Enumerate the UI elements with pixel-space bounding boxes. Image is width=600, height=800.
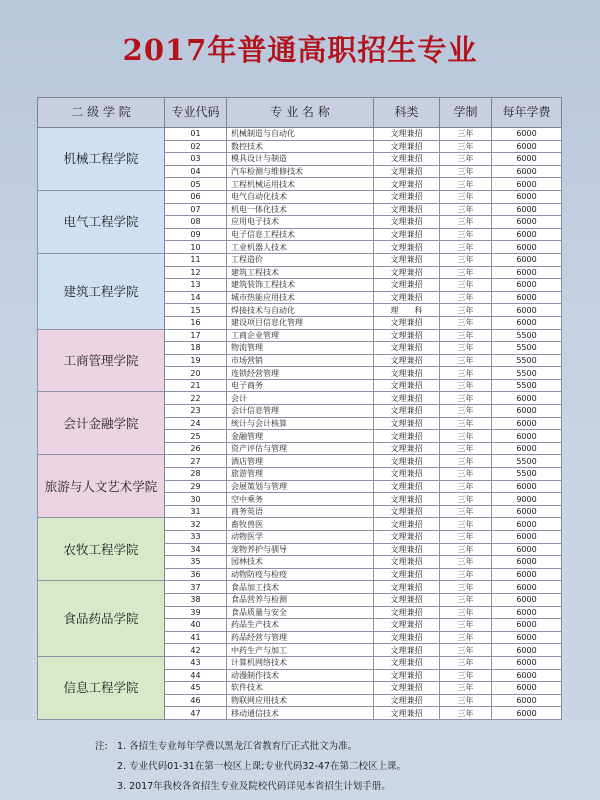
category-cell: 文理兼招 (374, 581, 440, 594)
program-name-cell: 数控技术 (227, 140, 374, 153)
category-cell: 理 科 (374, 304, 440, 317)
program-code-cell: 01 (165, 128, 227, 141)
program-code-cell: 14 (165, 291, 227, 304)
fee-cell: 6000 (492, 417, 562, 430)
fee-cell: 6000 (492, 694, 562, 707)
category-cell: 文理兼招 (374, 417, 440, 430)
duration-cell: 三年 (440, 619, 492, 632)
fee-cell: 6000 (492, 480, 562, 493)
category-cell: 文理兼招 (374, 556, 440, 569)
program-name-cell: 市场营销 (227, 354, 374, 367)
college-cell: 建筑工程学院 (38, 253, 165, 329)
program-code-cell: 39 (165, 606, 227, 619)
program-code-cell: 18 (165, 342, 227, 355)
program-name-cell: 会展策划与管理 (227, 480, 374, 493)
duration-cell: 三年 (440, 430, 492, 443)
program-name-cell: 动物防疫与检疫 (227, 568, 374, 581)
program-name-cell: 汽车检测与维修技术 (227, 165, 374, 178)
category-cell: 文理兼招 (374, 216, 440, 229)
program-code-cell: 38 (165, 593, 227, 606)
table-row (38, 518, 562, 531)
program-name-cell: 建筑工程技术 (227, 266, 374, 279)
fee-cell: 6000 (492, 531, 562, 544)
program-code-cell: 11 (165, 253, 227, 266)
program-code-cell: 41 (165, 631, 227, 644)
table-row (38, 455, 562, 468)
duration-cell: 三年 (440, 316, 492, 329)
program-code-cell: 25 (165, 430, 227, 443)
category-cell: 文理兼招 (374, 493, 440, 506)
duration-cell: 三年 (440, 128, 492, 141)
duration-cell: 三年 (440, 140, 492, 153)
category-cell: 文理兼招 (374, 329, 440, 342)
category-cell: 文理兼招 (374, 442, 440, 455)
program-name-cell: 机电一体化技术 (227, 203, 374, 216)
fee-cell: 5500 (492, 329, 562, 342)
duration-cell: 三年 (440, 228, 492, 241)
fee-cell: 6000 (492, 631, 562, 644)
program-name-cell: 药品经营与管理 (227, 631, 374, 644)
category-cell: 文理兼招 (374, 266, 440, 279)
duration-cell: 三年 (440, 518, 492, 531)
fee-cell: 6000 (492, 392, 562, 405)
college-cell: 机械工程学院 (38, 128, 165, 191)
duration-cell: 三年 (440, 656, 492, 669)
duration-cell: 三年 (440, 556, 492, 569)
category-cell: 文理兼招 (374, 140, 440, 153)
fee-cell: 5500 (492, 468, 562, 481)
program-code-cell: 37 (165, 581, 227, 594)
duration-cell: 三年 (440, 329, 492, 342)
program-name-cell: 金融管理 (227, 430, 374, 443)
category-cell: 文理兼招 (374, 682, 440, 695)
category-cell: 文理兼招 (374, 253, 440, 266)
duration-cell: 三年 (440, 606, 492, 619)
program-code-cell: 21 (165, 379, 227, 392)
fee-cell: 6000 (492, 216, 562, 229)
college-cell: 食品药品学院 (38, 581, 165, 657)
duration-cell: 三年 (440, 468, 492, 481)
fee-cell: 5500 (492, 379, 562, 392)
category-cell: 文理兼招 (374, 593, 440, 606)
table-row (38, 581, 562, 594)
table-row (38, 329, 562, 342)
table-row (38, 656, 562, 669)
fee-cell: 6000 (492, 669, 562, 682)
duration-cell: 三年 (440, 631, 492, 644)
program-code-cell: 27 (165, 455, 227, 468)
fee-cell: 6000 (492, 316, 562, 329)
header-name: 专 业 名 称 (227, 98, 374, 128)
table-row (38, 190, 562, 203)
program-code-cell: 23 (165, 405, 227, 418)
duration-cell: 三年 (440, 531, 492, 544)
program-code-cell: 02 (165, 140, 227, 153)
college-cell: 旅游与人文艺术学院 (38, 455, 165, 518)
duration-cell: 三年 (440, 153, 492, 166)
duration-cell: 三年 (440, 203, 492, 216)
program-code-cell: 16 (165, 316, 227, 329)
duration-cell: 三年 (440, 165, 492, 178)
program-name-cell: 酒店管理 (227, 455, 374, 468)
category-cell: 文理兼招 (374, 190, 440, 203)
fee-cell: 6000 (492, 505, 562, 518)
program-name-cell: 电子商务 (227, 379, 374, 392)
duration-cell: 三年 (440, 543, 492, 556)
program-name-cell: 软件技术 (227, 682, 374, 695)
header-college: 二 级 学 院 (38, 98, 165, 128)
program-code-cell: 15 (165, 304, 227, 317)
program-code-cell: 03 (165, 153, 227, 166)
fee-cell: 9000 (492, 493, 562, 506)
program-name-cell: 物流管理 (227, 342, 374, 355)
fee-cell: 6000 (492, 556, 562, 569)
duration-cell: 三年 (440, 480, 492, 493)
duration-cell: 三年 (440, 581, 492, 594)
program-code-cell: 29 (165, 480, 227, 493)
category-cell: 文理兼招 (374, 455, 440, 468)
category-cell: 文理兼招 (374, 694, 440, 707)
program-name-cell: 中药生产与加工 (227, 644, 374, 657)
program-name-cell: 城市热能应用技术 (227, 291, 374, 304)
table-row (38, 128, 562, 141)
program-name-cell: 连锁经营管理 (227, 367, 374, 380)
duration-cell: 三年 (440, 291, 492, 304)
college-cell: 会计金融学院 (38, 392, 165, 455)
table-header-row (38, 98, 562, 128)
program-name-cell: 焊接技术与自动化 (227, 304, 374, 317)
fee-cell: 6000 (492, 405, 562, 418)
duration-cell: 三年 (440, 455, 492, 468)
program-name-cell: 动物医学 (227, 531, 374, 544)
program-name-cell: 计算机网络技术 (227, 656, 374, 669)
program-code-cell: 24 (165, 417, 227, 430)
college-cell: 工商管理学院 (38, 329, 165, 392)
program-name-cell: 统计与会计核算 (227, 417, 374, 430)
fee-cell: 6000 (492, 682, 562, 695)
category-cell: 文理兼招 (374, 568, 440, 581)
duration-cell: 三年 (440, 279, 492, 292)
table-row (38, 253, 562, 266)
duration-cell: 三年 (440, 367, 492, 380)
note-item: 3. 2017年我校各省招生专业及院校代码详见本省招生计划手册。 (117, 781, 391, 792)
program-code-cell: 08 (165, 216, 227, 229)
fee-cell: 6000 (492, 581, 562, 594)
fee-cell: 5500 (492, 455, 562, 468)
fee-cell: 6000 (492, 128, 562, 141)
page-title: 2017年普通高职招生专业 (122, 33, 478, 67)
fee-cell: 6000 (492, 619, 562, 632)
fee-cell: 6000 (492, 606, 562, 619)
program-code-cell: 43 (165, 656, 227, 669)
program-name-cell: 资产评估与管理 (227, 442, 374, 455)
category-cell: 文理兼招 (374, 165, 440, 178)
program-name-cell: 模具设计与制造 (227, 153, 374, 166)
college-cell: 农牧工程学院 (38, 518, 165, 581)
category-cell: 文理兼招 (374, 392, 440, 405)
category-cell: 文理兼招 (374, 543, 440, 556)
table-body (38, 128, 562, 720)
duration-cell: 三年 (440, 669, 492, 682)
program-code-cell: 31 (165, 505, 227, 518)
program-name-cell: 商务英语 (227, 505, 374, 518)
category-cell: 文理兼招 (374, 669, 440, 682)
duration-cell: 三年 (440, 417, 492, 430)
duration-cell: 三年 (440, 493, 492, 506)
category-cell: 文理兼招 (374, 367, 440, 380)
program-code-cell: 47 (165, 707, 227, 720)
program-code-cell: 33 (165, 531, 227, 544)
duration-cell: 三年 (440, 644, 492, 657)
program-name-cell: 建筑装饰工程技术 (227, 279, 374, 292)
note-item: 2. 专业代码01-31在第一校区上课;专业代码32-47在第二校区上课。 (117, 761, 406, 772)
program-name-cell: 食品加工技术 (227, 581, 374, 594)
fee-cell: 5500 (492, 354, 562, 367)
header-fee: 每年学费 (492, 98, 562, 128)
program-code-cell: 10 (165, 241, 227, 254)
program-code-cell: 32 (165, 518, 227, 531)
program-name-cell: 应用电子技术 (227, 216, 374, 229)
program-code-cell: 42 (165, 644, 227, 657)
duration-cell: 三年 (440, 241, 492, 254)
program-name-cell: 工业机器人技术 (227, 241, 374, 254)
fee-cell: 6000 (492, 178, 562, 191)
fee-cell: 6000 (492, 228, 562, 241)
program-code-cell: 13 (165, 279, 227, 292)
program-code-cell: 26 (165, 442, 227, 455)
fee-cell: 6000 (492, 568, 562, 581)
category-cell: 文理兼招 (374, 430, 440, 443)
fee-cell: 6000 (492, 291, 562, 304)
duration-cell: 三年 (440, 505, 492, 518)
duration-cell: 三年 (440, 568, 492, 581)
program-code-cell: 40 (165, 619, 227, 632)
category-cell: 文理兼招 (374, 354, 440, 367)
fee-cell: 6000 (492, 241, 562, 254)
category-cell: 文理兼招 (374, 316, 440, 329)
fee-cell: 6000 (492, 140, 562, 153)
programs-table (37, 97, 562, 720)
category-cell: 文理兼招 (374, 153, 440, 166)
duration-cell: 三年 (440, 253, 492, 266)
program-name-cell: 动漫制作技术 (227, 669, 374, 682)
duration-cell: 三年 (440, 216, 492, 229)
program-code-cell: 35 (165, 556, 227, 569)
category-cell: 文理兼招 (374, 128, 440, 141)
program-name-cell: 工商企业管理 (227, 329, 374, 342)
notes (95, 737, 406, 797)
program-name-cell: 机械制造与自动化 (227, 128, 374, 141)
duration-cell: 三年 (440, 694, 492, 707)
program-name-cell: 电气自动化技术 (227, 190, 374, 203)
fee-cell: 6000 (492, 442, 562, 455)
college-cell: 电气工程学院 (38, 190, 165, 253)
duration-cell: 三年 (440, 707, 492, 720)
category-cell: 文理兼招 (374, 291, 440, 304)
category-cell: 文理兼招 (374, 707, 440, 720)
header-duration: 学制 (440, 98, 492, 128)
duration-cell: 三年 (440, 682, 492, 695)
fee-cell: 6000 (492, 266, 562, 279)
program-name-cell: 食品营养与检测 (227, 593, 374, 606)
program-name-cell: 建设项目信息化管理 (227, 316, 374, 329)
category-cell: 文理兼招 (374, 518, 440, 531)
note-item (95, 737, 406, 757)
program-code-cell: 19 (165, 354, 227, 367)
program-name-cell: 电子信息工程技术 (227, 228, 374, 241)
category-cell: 文理兼招 (374, 531, 440, 544)
program-name-cell: 药品生产技术 (227, 619, 374, 632)
program-code-cell: 28 (165, 468, 227, 481)
note-text: 1. 各招生专业每年学费以黑龙江省教育厅正式批文为准。 (117, 741, 358, 752)
duration-cell: 三年 (440, 304, 492, 317)
fee-cell: 6000 (492, 543, 562, 556)
program-code-cell: 12 (165, 266, 227, 279)
program-name-cell: 物联网应用技术 (227, 694, 374, 707)
category-cell: 文理兼招 (374, 656, 440, 669)
category-cell: 文理兼招 (374, 505, 440, 518)
duration-cell: 三年 (440, 593, 492, 606)
program-code-cell: 07 (165, 203, 227, 216)
fee-cell: 6000 (492, 153, 562, 166)
program-code-cell: 09 (165, 228, 227, 241)
duration-cell: 三年 (440, 405, 492, 418)
program-name-cell: 空中乘务 (227, 493, 374, 506)
category-cell: 文理兼招 (374, 342, 440, 355)
fee-cell: 6000 (492, 304, 562, 317)
program-code-cell: 20 (165, 367, 227, 380)
header-code: 专业代码 (165, 98, 227, 128)
duration-cell: 三年 (440, 392, 492, 405)
program-name-cell: 移动通信技术 (227, 707, 374, 720)
program-name-cell: 会计 (227, 392, 374, 405)
fee-cell: 6000 (492, 707, 562, 720)
fee-cell: 6000 (492, 518, 562, 531)
category-cell: 文理兼招 (374, 178, 440, 191)
program-code-cell: 04 (165, 165, 227, 178)
program-name-cell: 食品质量与安全 (227, 606, 374, 619)
program-name-cell: 旅游管理 (227, 468, 374, 481)
program-name-cell: 宠物养护与驯导 (227, 543, 374, 556)
program-name-cell: 工程造价 (227, 253, 374, 266)
fee-cell: 6000 (492, 644, 562, 657)
program-code-cell: 05 (165, 178, 227, 191)
program-code-cell: 44 (165, 669, 227, 682)
category-cell: 文理兼招 (374, 631, 440, 644)
program-name-cell: 畜牧兽医 (227, 518, 374, 531)
duration-cell: 三年 (440, 178, 492, 191)
college-cell: 信息工程学院 (38, 656, 165, 719)
category-cell: 文理兼招 (374, 468, 440, 481)
program-code-cell: 30 (165, 493, 227, 506)
fee-cell: 5500 (492, 342, 562, 355)
fee-cell: 6000 (492, 279, 562, 292)
table-row (38, 392, 562, 405)
program-code-cell: 34 (165, 543, 227, 556)
program-code-cell: 45 (165, 682, 227, 695)
fee-cell: 6000 (492, 203, 562, 216)
program-code-cell: 36 (165, 568, 227, 581)
program-name-cell: 工程机械运用技术 (227, 178, 374, 191)
fee-cell: 6000 (492, 430, 562, 443)
program-code-cell: 06 (165, 190, 227, 203)
fee-cell: 6000 (492, 190, 562, 203)
category-cell: 文理兼招 (374, 619, 440, 632)
category-cell: 文理兼招 (374, 241, 440, 254)
category-cell: 文理兼招 (374, 606, 440, 619)
category-cell: 文理兼招 (374, 279, 440, 292)
program-name-cell: 会计信息管理 (227, 405, 374, 418)
program-code-cell: 22 (165, 392, 227, 405)
duration-cell: 三年 (440, 442, 492, 455)
duration-cell: 三年 (440, 266, 492, 279)
fee-cell: 5500 (492, 367, 562, 380)
program-code-cell: 17 (165, 329, 227, 342)
category-cell: 文理兼招 (374, 379, 440, 392)
duration-cell: 三年 (440, 354, 492, 367)
category-cell: 文理兼招 (374, 405, 440, 418)
category-cell: 文理兼招 (374, 644, 440, 657)
program-name-cell: 园林技术 (227, 556, 374, 569)
fee-cell: 6000 (492, 656, 562, 669)
notes-label: 注: (95, 741, 108, 752)
fee-cell: 6000 (492, 253, 562, 266)
duration-cell: 三年 (440, 379, 492, 392)
header-type: 科类 (374, 98, 440, 128)
program-code-cell: 46 (165, 694, 227, 707)
fee-cell: 6000 (492, 593, 562, 606)
category-cell: 文理兼招 (374, 480, 440, 493)
category-cell: 文理兼招 (374, 203, 440, 216)
duration-cell: 三年 (440, 342, 492, 355)
duration-cell: 三年 (440, 190, 492, 203)
category-cell: 文理兼招 (374, 228, 440, 241)
fee-cell: 6000 (492, 165, 562, 178)
